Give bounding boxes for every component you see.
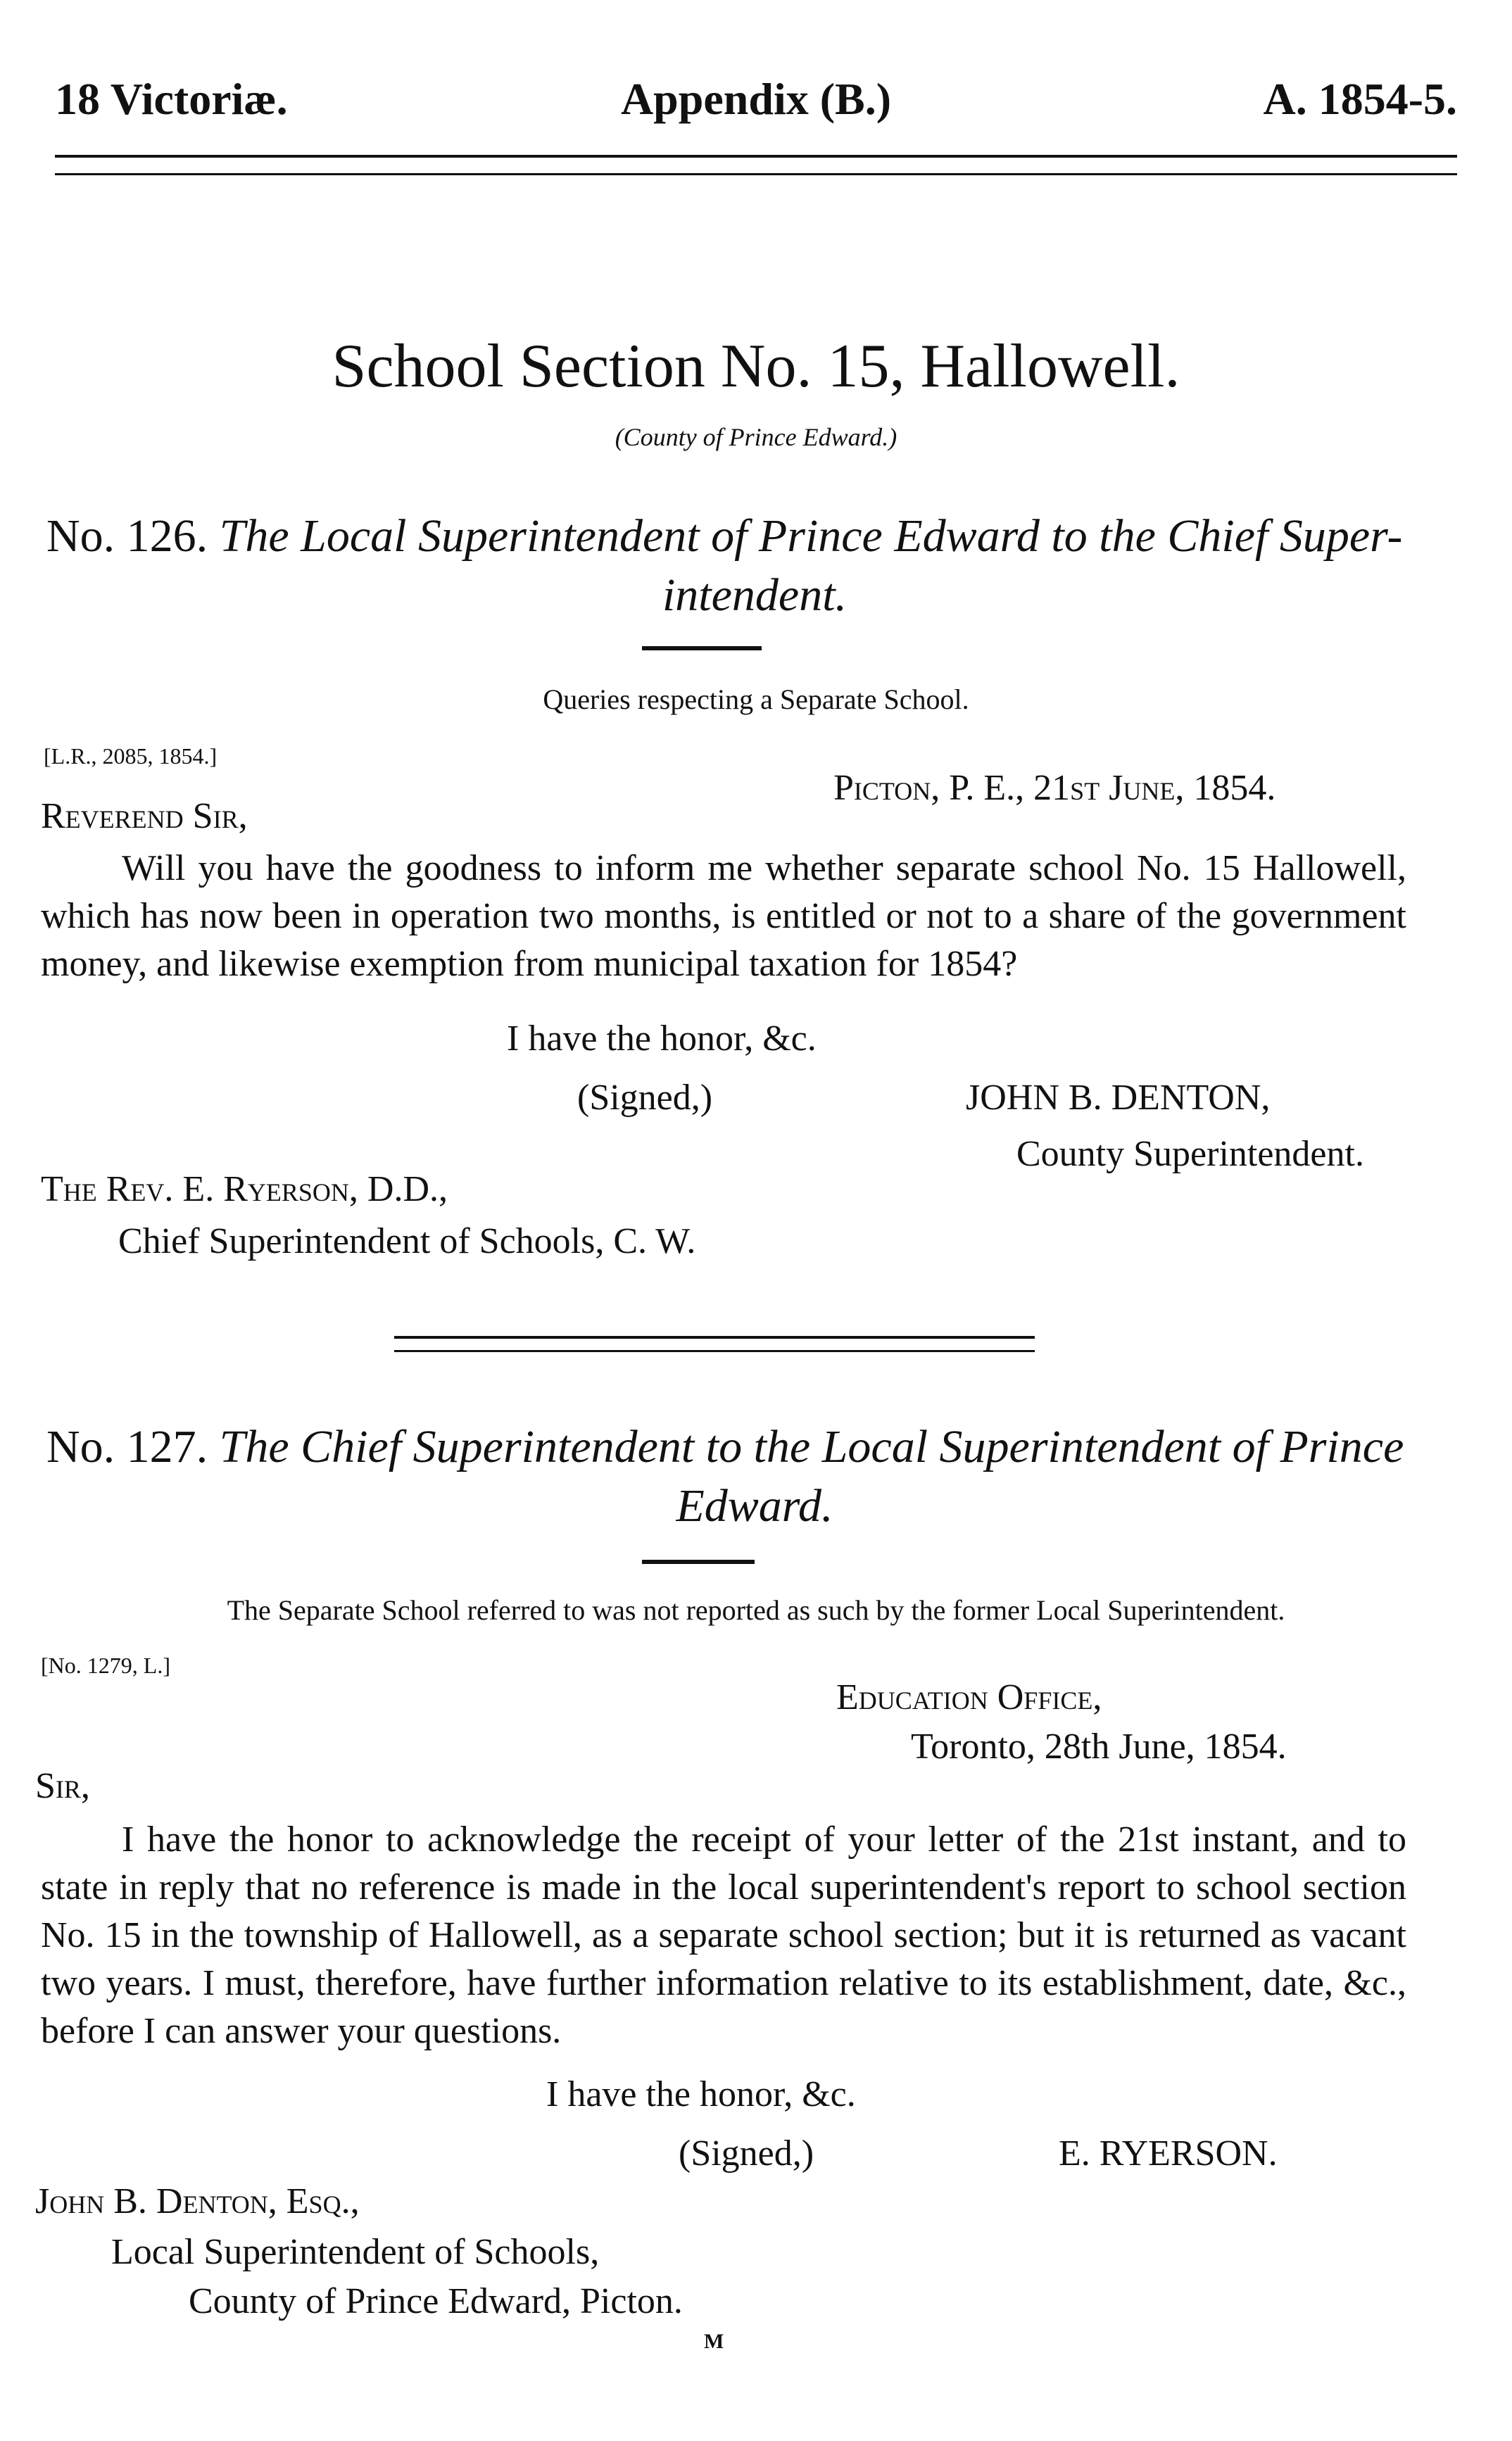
letter-127-heading	[46, 1418, 1463, 1536]
letter-126-closing: I have the honor, &c.	[507, 1018, 817, 1059]
letter-126-summary: Queries respecting a Separate School.	[543, 683, 969, 715]
letter-separator-rule	[394, 1336, 1035, 1352]
letter-127-body: I have the honor to acknowledge the receipt of your letter of the 21st instant, and to state in reply that no reference is made in the local superintendent's report to school section No. 15 in the township of Hallowell, as a separate school section; but it is returned as vacant two years. I must, therefore, have further information relative to its establishment, date, &c., before I can answer your questions.	[41, 1819, 1406, 2051]
letter-126-number: No. 126.	[46, 510, 208, 562]
letter-127-addressee-name: John B. Denton, Esq.,	[35, 2181, 360, 2221]
letter-127-signed: (Signed,)	[679, 2133, 814, 2174]
letter-127-heading-line1: The Chief Superintendent to the Local Superintendent of Prince	[219, 1421, 1404, 1472]
letter-127-signatory: E. RYERSON.	[1059, 2133, 1278, 2174]
letter-126-short-rule	[642, 646, 762, 650]
letter-126-signed: (Signed,)	[577, 1078, 713, 1118]
letter-127-salutation: Sir,	[35, 1766, 90, 1806]
letter-127-short-rule	[642, 1560, 755, 1564]
letter-126-addressee-title: Chief Superintendent of Schools, C. W.	[118, 1221, 696, 1261]
letter-126-signatory-title: County Superintendent.	[1016, 1134, 1364, 1174]
letter-126-heading-line2: intendent.	[662, 569, 848, 621]
letter-126-salutation: Reverend Sir,	[41, 796, 248, 836]
letter-126-heading-line1: The Local Superintendent of Prince Edward to the Chief Super-	[219, 510, 1403, 562]
letter-126-place-date: Picton, P. E., 21st June, 1854.	[833, 768, 1276, 808]
running-header-session: 18 Victoriæ.	[55, 74, 288, 124]
section-subtitle: (County of Prince Edward.)	[615, 423, 897, 451]
letter-126-addressee-name: The Rev. E. Ryerson, D.D.,	[41, 1169, 448, 1209]
letter-127-summary: The Separate School referred to was not reported as such by the former Local Superintendent.	[227, 1594, 1285, 1626]
letter-126-signatory: JOHN B. DENTON,	[966, 1078, 1271, 1118]
letter-126-reference: [L.R., 2085, 1854.]	[44, 743, 218, 769]
letter-127-reference: [No. 1279, L.]	[41, 1653, 170, 1678]
letter-126-heading	[46, 507, 1463, 625]
letter-127-closing: I have the honor, &c.	[546, 2074, 856, 2114]
letter-127-number: No. 127.	[46, 1421, 208, 1472]
signature-mark: M	[704, 2330, 724, 2353]
section-title: School Section No. 15, Hallowell.	[332, 332, 1180, 400]
letter-127-addressee-title: Local Superintendent of Schools,	[111, 2232, 600, 2272]
header-double-rule	[55, 155, 1457, 175]
letter-127-place-date: Toronto, 28th June, 1854.	[911, 1727, 1287, 1767]
letter-127-office: Education Office,	[836, 1677, 1102, 1717]
running-header-appendix: Appendix (B.)	[620, 74, 892, 124]
letter-127-addressee-place: County of Prince Edward, Picton.	[189, 2281, 683, 2321]
letter-126-body: Will you have the goodness to inform me whether separate school No. 15 Hallowell, which has now been in operation two months, is entitled or not to a share of the government money, and likewise exemption from municipal taxation for 1854?	[41, 848, 1406, 984]
running-header-year: A. 1854-5.	[1263, 74, 1457, 124]
letter-127-heading-line2: Edward.	[676, 1480, 833, 1532]
